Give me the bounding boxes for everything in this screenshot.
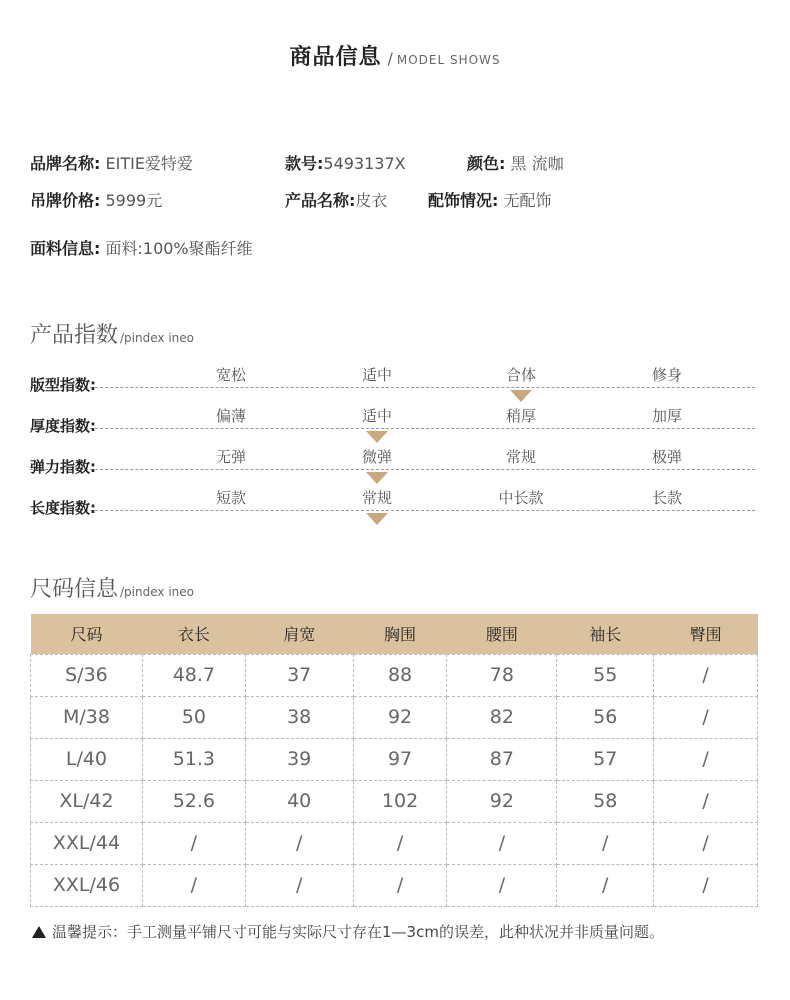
table-cell: 87 bbox=[447, 738, 557, 780]
table-cell: / bbox=[654, 696, 758, 738]
table-cell: / bbox=[557, 864, 654, 906]
table-header-cell: 胸围 bbox=[353, 614, 447, 654]
table-cell: 38 bbox=[245, 696, 353, 738]
table-header-cell: 腰围 bbox=[447, 614, 557, 654]
table-cell: 92 bbox=[447, 780, 557, 822]
index-option: 适中 bbox=[361, 366, 392, 384]
table-header-cell: 衣长 bbox=[142, 614, 245, 654]
table-cell: 39 bbox=[245, 738, 353, 780]
section-title: 尺码信息 bbox=[30, 577, 119, 602]
table-cell: / bbox=[654, 864, 758, 906]
table-cell: 56 bbox=[557, 696, 654, 738]
info-label: 面料信息: bbox=[30, 239, 101, 258]
table-cell: / bbox=[142, 822, 245, 864]
table-cell: / bbox=[353, 822, 447, 864]
page-title: 商品信息 bbox=[289, 45, 382, 70]
info-value: 皮衣 bbox=[355, 191, 388, 210]
index-row bbox=[30, 403, 755, 435]
table-cell: 97 bbox=[353, 738, 447, 780]
section-header-product-info bbox=[0, 40, 790, 71]
index-option: 偏薄 bbox=[215, 407, 246, 425]
table-cell: 51.3 bbox=[142, 738, 245, 780]
table-cell: / bbox=[142, 864, 245, 906]
info-label: 品牌名称: bbox=[30, 154, 101, 173]
info-value: 5999元 bbox=[100, 191, 163, 210]
info-label: 颜色: bbox=[467, 154, 506, 173]
table-cell: 50 bbox=[142, 696, 245, 738]
index-option: 短款 bbox=[215, 489, 246, 507]
index-option: 极弹 bbox=[651, 448, 682, 466]
info-label: 配饰情况: bbox=[428, 191, 499, 210]
index-option: 长款 bbox=[651, 489, 682, 507]
section-subtitle: /pindex ineo bbox=[120, 585, 194, 599]
table-cell: 40 bbox=[245, 780, 353, 822]
selected-marker-icon bbox=[366, 513, 388, 525]
index-row-label: 长度指数: bbox=[30, 499, 96, 517]
table-cell: 88 bbox=[353, 654, 447, 696]
section-subtitle: /pindex ineo bbox=[120, 331, 194, 345]
selected-marker-icon bbox=[366, 472, 388, 484]
table-row bbox=[31, 654, 758, 696]
table-cell: 55 bbox=[557, 654, 654, 696]
index-option: 无弹 bbox=[215, 448, 246, 466]
table-row bbox=[31, 822, 758, 864]
size-table bbox=[30, 614, 758, 907]
index-option: 中长款 bbox=[498, 489, 544, 507]
table-row bbox=[31, 738, 758, 780]
table-cell: 58 bbox=[557, 780, 654, 822]
index-option: 微弹 bbox=[361, 448, 392, 466]
warning-icon bbox=[32, 926, 46, 938]
info-brand bbox=[30, 151, 193, 174]
table-cell: 82 bbox=[447, 696, 557, 738]
table-header-cell: 臀围 bbox=[654, 614, 758, 654]
table-cell: / bbox=[245, 864, 353, 906]
index-option: 修身 bbox=[651, 366, 682, 384]
title-separator: / bbox=[387, 49, 393, 68]
measurement-note bbox=[32, 921, 664, 942]
table-cell: / bbox=[654, 738, 758, 780]
table-cell: 57 bbox=[557, 738, 654, 780]
index-option: 加厚 bbox=[651, 407, 682, 425]
index-row-label: 弹力指数: bbox=[30, 458, 96, 476]
table-cell: 37 bbox=[245, 654, 353, 696]
index-row bbox=[30, 444, 755, 476]
index-option: 稍厚 bbox=[505, 407, 536, 425]
size-label-cell: L/40 bbox=[31, 738, 143, 780]
info-color bbox=[467, 151, 564, 174]
table-cell: 92 bbox=[353, 696, 447, 738]
table-cell: / bbox=[353, 864, 447, 906]
table-cell: / bbox=[557, 822, 654, 864]
info-product-name bbox=[285, 188, 387, 211]
size-label-cell: M/38 bbox=[31, 696, 143, 738]
index-option: 宽松 bbox=[215, 366, 246, 384]
info-value: 面料:100%聚酯纤维 bbox=[100, 239, 253, 258]
index-option: 常规 bbox=[505, 448, 536, 466]
selected-marker-icon bbox=[510, 390, 532, 402]
info-label: 产品名称: bbox=[285, 191, 356, 210]
section-title-product-index bbox=[30, 318, 194, 349]
table-header-cell: 尺码 bbox=[31, 614, 143, 654]
table-cell: 52.6 bbox=[142, 780, 245, 822]
table-cell: / bbox=[447, 864, 557, 906]
table-cell: 102 bbox=[353, 780, 447, 822]
index-row bbox=[30, 362, 755, 394]
table-cell: / bbox=[654, 780, 758, 822]
section-title-size-info bbox=[30, 572, 194, 603]
info-label: 款号: bbox=[285, 154, 324, 173]
size-label-cell: XXL/46 bbox=[31, 864, 143, 906]
info-value: EITIE爱特爱 bbox=[100, 154, 193, 173]
table-header-cell: 肩宽 bbox=[245, 614, 353, 654]
info-value: 黑 流咖 bbox=[505, 154, 564, 173]
page-subtitle: MODEL SHOWS bbox=[396, 53, 501, 67]
index-option: 适中 bbox=[361, 407, 392, 425]
table-cell: / bbox=[654, 822, 758, 864]
table-header-cell: 袖长 bbox=[557, 614, 654, 654]
index-row-label: 版型指数: bbox=[30, 376, 96, 394]
selected-marker-icon bbox=[366, 431, 388, 443]
info-value: 5493137X bbox=[323, 154, 406, 173]
table-row bbox=[31, 780, 758, 822]
info-label: 吊牌价格: bbox=[30, 191, 101, 210]
index-row-label: 厚度指数: bbox=[30, 417, 96, 435]
info-fabric bbox=[30, 236, 253, 259]
info-value: 无配饰 bbox=[498, 191, 552, 210]
table-cell: 78 bbox=[447, 654, 557, 696]
info-price bbox=[30, 188, 162, 211]
table-header-row bbox=[31, 614, 758, 654]
info-accessories bbox=[428, 188, 552, 211]
size-label-cell: S/36 bbox=[31, 654, 143, 696]
table-cell: 48.7 bbox=[142, 654, 245, 696]
table-row bbox=[31, 864, 758, 906]
note-text: 温馨提示：手工测量平铺尺寸可能与实际尺寸存在1—3cm的误差，此种状况并非质量问题。 bbox=[52, 923, 664, 941]
table-row bbox=[31, 696, 758, 738]
index-option: 常规 bbox=[361, 489, 392, 507]
index-option: 合体 bbox=[505, 366, 536, 384]
size-label-cell: XL/42 bbox=[31, 780, 143, 822]
table-cell: / bbox=[447, 822, 557, 864]
size-label-cell: XXL/44 bbox=[31, 822, 143, 864]
section-title: 产品指数 bbox=[30, 323, 119, 348]
index-row bbox=[30, 485, 755, 517]
info-style-no bbox=[285, 151, 406, 174]
table-cell: / bbox=[654, 654, 758, 696]
table-cell: / bbox=[245, 822, 353, 864]
